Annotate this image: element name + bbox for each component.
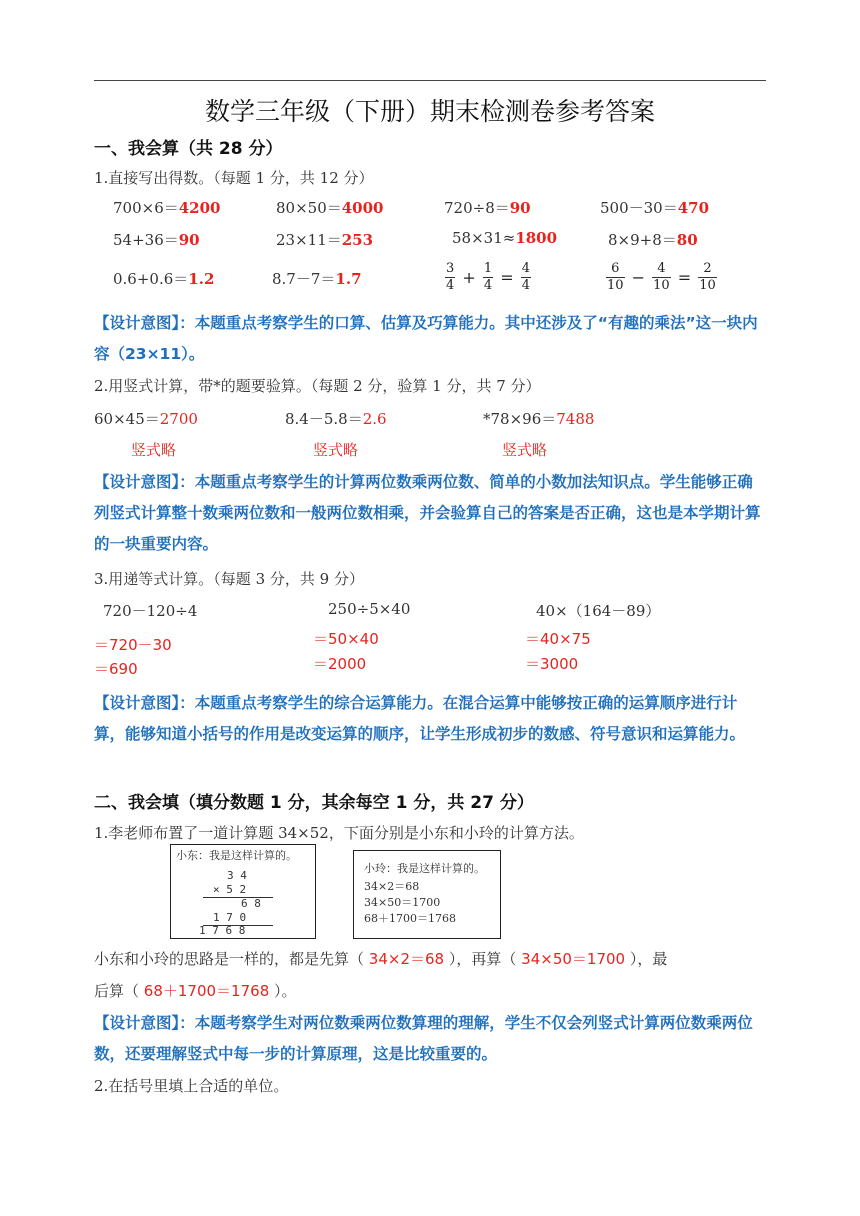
design-intent-s2-q1: 【设计意图】：本题考察学生对两位数乘两位数算理的理解，学生不仅会列竖式计算两位数乘两位数，还要理解竖式中每一步的计算原理，这是比较重要的。 bbox=[94, 1014, 753, 1063]
xiaodong-label: 小东：我是这样计算的。 bbox=[176, 849, 297, 862]
vertical-calc-row: 1 7 6 8 bbox=[199, 924, 246, 937]
q3-step: ＝3000 bbox=[525, 655, 579, 673]
fill-sentence-line-2: 后算（ 68＋1700＝1768 ）。 bbox=[94, 982, 297, 1000]
xiaodong-method-box bbox=[170, 844, 316, 939]
design-intent-q2: 【设计意图】：本题重点考察学生的计算两位数乘两位数、简单的小数加法知识点。学生能够正确列竖式计算整十数乘两位数和一般两位数相乘，并会验算自己的答案是否正确，这也是本学期计算的一块重要内容。 bbox=[94, 473, 761, 553]
q1-item: 80×50＝4000 bbox=[276, 199, 384, 217]
fraction-sum: $\frac{3}{4}$ + $\frac{1}{4}$ = $\frac{4}{4}$ bbox=[446, 261, 531, 293]
q3-step: ＝2000 bbox=[313, 655, 367, 673]
calc-divider bbox=[203, 897, 273, 898]
q3-expr: 720－120÷4 bbox=[103, 602, 198, 620]
xiaoling-step: 34×2＝68 bbox=[364, 880, 420, 893]
xiaoling-label: 小玲：我是这样计算的。 bbox=[364, 862, 485, 875]
q3-step: ＝720－30 bbox=[94, 636, 172, 654]
section-1-heading: 一、我会算（共 28 分） bbox=[94, 139, 283, 159]
s2-q1-prompt: 1.李老师布置了一道计算题 34×52，下面分别是小东和小玲的计算方法。 bbox=[94, 824, 584, 842]
q1-item: 700×6＝4200 bbox=[113, 199, 221, 217]
xiaoling-step: 68＋1700＝1768 bbox=[364, 912, 456, 925]
q1-prompt: 1.直接写出得数。（每题 1 分，共 12 分） bbox=[94, 169, 374, 187]
xiaoling-step: 34×50＝1700 bbox=[364, 896, 441, 909]
top-rule bbox=[94, 80, 766, 81]
design-intent-q3: 【设计意图】：本题重点考察学生的综合运算能力。在混合运算中能够按正确的运算顺序进行计算，能够知道小括号的作用是改变运算的顺序，让学生形成初步的数感、符号意识和运算能力。 bbox=[94, 694, 746, 743]
q2-prompt: 2.用竖式计算，带*的题要验算。（每题 2 分，验算 1 分，共 7 分） bbox=[94, 377, 541, 395]
xiaoling-method-box bbox=[353, 850, 501, 939]
vertical-calc-row: × 5 2 bbox=[213, 883, 247, 896]
page-title: 数学三年级（下册）期末检测卷参考答案 bbox=[204, 97, 655, 126]
fill-answer: 68＋1700＝1768 bbox=[143, 982, 270, 1000]
vertical-calc-row: 3 4 bbox=[227, 869, 247, 882]
q3-expr: 250÷5×40 bbox=[328, 600, 411, 618]
design-intent-q1: 【设计意图】：本题重点考察学生的口算、估算及巧算能力。其中还涉及了“有趣的乘法”这一块内容（23×11）。 bbox=[94, 314, 758, 363]
section-2-heading: 二、我会填（填分数题 1 分，其余每空 1 分，共 27 分） bbox=[94, 793, 534, 813]
q3-step: ＝50×40 bbox=[313, 630, 379, 648]
s2-q2-prompt: 2.在括号里填上合适的单位。 bbox=[94, 1077, 289, 1095]
q1-item: 23×11＝253 bbox=[276, 231, 374, 249]
q3-expr: 40×（164－89） bbox=[536, 602, 661, 620]
fill-answer: 34×50＝1700 bbox=[521, 950, 626, 968]
q1-item: 54+36＝90 bbox=[113, 231, 200, 249]
q1-item: 500－30＝470 bbox=[600, 199, 710, 217]
q2-item: *78×96＝7488 bbox=[483, 410, 595, 428]
vertical-calc-row: 1 7 0 bbox=[213, 911, 247, 924]
q1-item: 8.7－7＝1.7 bbox=[272, 270, 362, 288]
q2-note: 竖式略 bbox=[313, 441, 359, 459]
q1-item: 8×9+8＝80 bbox=[608, 231, 698, 249]
q2-note: 竖式略 bbox=[131, 441, 177, 459]
fill-answer: 34×2＝68 bbox=[368, 950, 445, 968]
q3-prompt: 3.用递等式计算。（每题 3 分，共 9 分） bbox=[94, 570, 364, 588]
fill-sentence-line-1: 小东和小玲的思路是一样的，都是先算（ 34×2＝68 ），再算（ 34×50＝1700 ），最 bbox=[94, 950, 668, 968]
vertical-calc-row: 6 8 bbox=[241, 897, 261, 910]
fraction-difference: $\frac{6}{10}$ − $\frac{4}{10}$ = $\frac{2}{10}$ bbox=[607, 261, 716, 293]
q3-step: ＝690 bbox=[94, 660, 138, 678]
q1-item: 58×31≈1800 bbox=[452, 229, 558, 247]
q2-item: 8.4－5.8＝2.6 bbox=[285, 410, 387, 428]
q1-item: 0.6+0.6＝1.2 bbox=[113, 270, 215, 288]
q2-note: 竖式略 bbox=[502, 441, 548, 459]
q3-step: ＝40×75 bbox=[525, 630, 591, 648]
q2-item: 60×45＝2700 bbox=[94, 410, 198, 428]
q1-item: 720÷8＝90 bbox=[444, 199, 531, 217]
